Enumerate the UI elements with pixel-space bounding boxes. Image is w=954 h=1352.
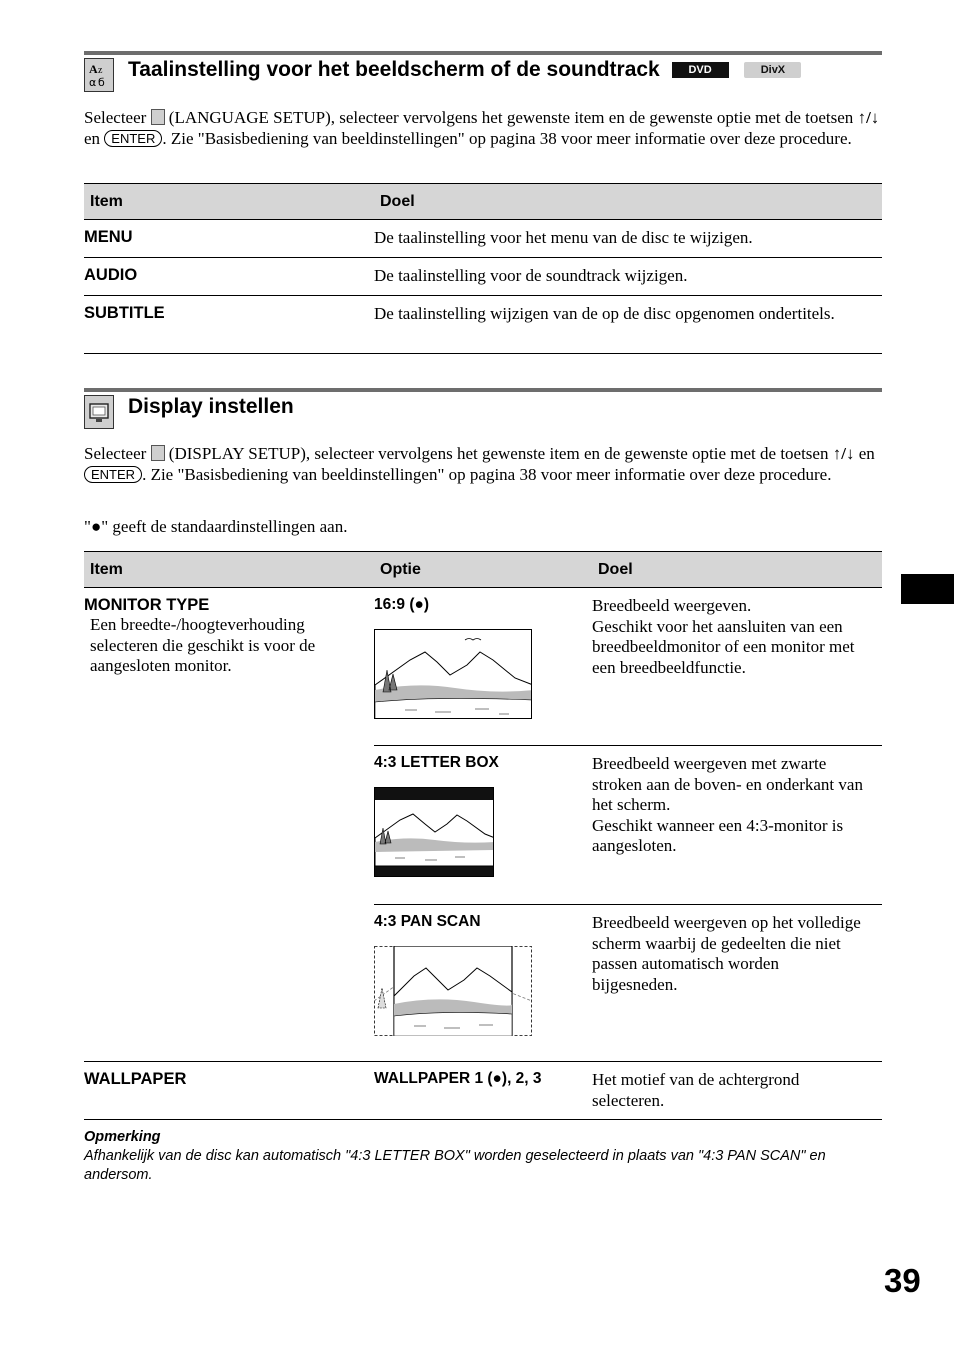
section-title: Display instellen bbox=[128, 395, 294, 418]
doel-line: Breedbeeld weergeven op het volledige scherm waarbij de gedeelten die niet passen automatisch worden bijgesneden. bbox=[592, 913, 861, 994]
intro-text: . Zie "Basisbediening van beeldinstellingen" op pagina 38 voor meer informatie over deze procedure. bbox=[142, 464, 832, 484]
table-row bbox=[84, 296, 882, 354]
intro-text: en bbox=[84, 128, 101, 148]
column-header: Item bbox=[84, 184, 374, 220]
dvd-badge: DVD bbox=[672, 62, 729, 78]
letterbox-landscape-illustration bbox=[374, 787, 494, 877]
option-doel bbox=[592, 754, 877, 857]
option-doel: Het motief van de achtergrond selecteren. bbox=[592, 1070, 800, 1110]
intro-text: Selecteer bbox=[84, 444, 147, 463]
option-doel bbox=[592, 596, 877, 678]
section-divider bbox=[84, 51, 882, 55]
svg-text:б: б bbox=[98, 76, 105, 89]
doel-line: Breedbeeld weergeven met zwarte stroken aan de boven- en onderkant van het scherm. bbox=[592, 754, 863, 814]
wide-landscape-illustration bbox=[374, 629, 532, 719]
option-doel bbox=[592, 913, 862, 995]
table-row bbox=[84, 220, 882, 258]
intro-text: (DISPLAY SETUP), selecteer vervolgens het gewenste item en de gewenste optie met de toetsen bbox=[168, 444, 829, 463]
intro-text: (LANGUAGE SETUP), selecteer vervolgens het gewenste item en de gewenste optie met de toetsen bbox=[168, 108, 854, 127]
doel-line: Geschikt wanneer een 4:3-monitor is aangesloten. bbox=[592, 815, 844, 855]
svg-text:z: z bbox=[98, 65, 103, 76]
table-row bbox=[84, 588, 882, 746]
item-name: WALLPAPER bbox=[84, 1070, 187, 1088]
item-doel: De taalinstelling voor het menu van de disc te wijzigen. bbox=[374, 228, 753, 247]
enter-key: ENTER bbox=[84, 466, 142, 483]
intro-text: en bbox=[858, 444, 875, 463]
display-setup-icon bbox=[84, 395, 114, 429]
table-header-row bbox=[84, 552, 882, 588]
section-title-text: Taalinstelling voor het beeldscherm of de soundtrack bbox=[128, 58, 660, 81]
option-name: 16:9 (●) bbox=[374, 596, 430, 613]
note-title: Opmerking bbox=[84, 1129, 161, 1145]
intro-text: . Zie "Basisbediening van beeldinstellingen" op pagina 38 voor meer informatie over deze procedure. bbox=[162, 128, 852, 148]
item-name: AUDIO bbox=[84, 266, 138, 284]
language-setup-icon bbox=[151, 109, 165, 125]
intro-text: Selecteer bbox=[84, 108, 147, 127]
option-name: WALLPAPER 1 (●), 2, 3 bbox=[374, 1070, 542, 1087]
page-number: 39 bbox=[884, 1262, 921, 1299]
divx-badge: DivX bbox=[744, 62, 801, 78]
language-setup-icon bbox=[84, 58, 114, 92]
svg-text:α: α bbox=[89, 76, 97, 89]
column-header: Optie bbox=[374, 552, 592, 588]
intro-paragraph bbox=[84, 444, 882, 485]
table-row bbox=[84, 258, 882, 296]
display-table bbox=[84, 551, 882, 1120]
option-name: 4:3 PAN SCAN bbox=[374, 913, 481, 930]
option-name: 4:3 LETTER BOX bbox=[374, 754, 499, 771]
item-name: MONITOR TYPE bbox=[84, 596, 210, 614]
column-header: Doel bbox=[592, 552, 882, 588]
section-title bbox=[128, 58, 801, 82]
item-name: MENU bbox=[84, 228, 133, 246]
table-header-row bbox=[84, 184, 882, 220]
note-text: Afhankelijk van de disc kan automatisch "4:3 LETTER BOX" worden geselecteerd in plaats van "4:3 PAN SCAN" en andersom. bbox=[84, 1148, 826, 1183]
section-divider bbox=[84, 388, 882, 392]
language-table bbox=[84, 183, 882, 354]
column-header: Item bbox=[84, 552, 374, 588]
item-doel: De taalinstelling wijzigen van de op de disc opgenomen ondertitels. bbox=[374, 304, 835, 323]
item-description: Een breedte-/hoogteverhouding selecteren die geschikt is voor de aangesloten monitor. bbox=[90, 615, 316, 675]
doel-line: Geschikt voor het aansluiten van een breedbeeldmonitor of een monitor met een breedbeeldfunctie. bbox=[592, 616, 855, 677]
display-setup-icon bbox=[151, 445, 165, 461]
default-note: "●" geeft de standaardinstellingen aan. bbox=[84, 517, 348, 536]
enter-key: ENTER bbox=[104, 130, 162, 147]
up-down-arrows-icon: ↑/↓ bbox=[857, 108, 880, 127]
svg-text:A: A bbox=[89, 62, 98, 76]
table-row bbox=[84, 1062, 882, 1120]
column-header: Doel bbox=[374, 184, 882, 220]
chapter-tab bbox=[901, 574, 954, 604]
intro-paragraph bbox=[84, 108, 882, 149]
up-down-arrows-icon: ↑/↓ bbox=[832, 444, 855, 463]
item-name: SUBTITLE bbox=[84, 304, 165, 322]
doel-line: Breedbeeld weergeven. bbox=[592, 596, 752, 615]
panscan-landscape-illustration bbox=[374, 946, 532, 1036]
item-doel: De taalinstelling voor de soundtrack wijzigen. bbox=[374, 266, 688, 285]
